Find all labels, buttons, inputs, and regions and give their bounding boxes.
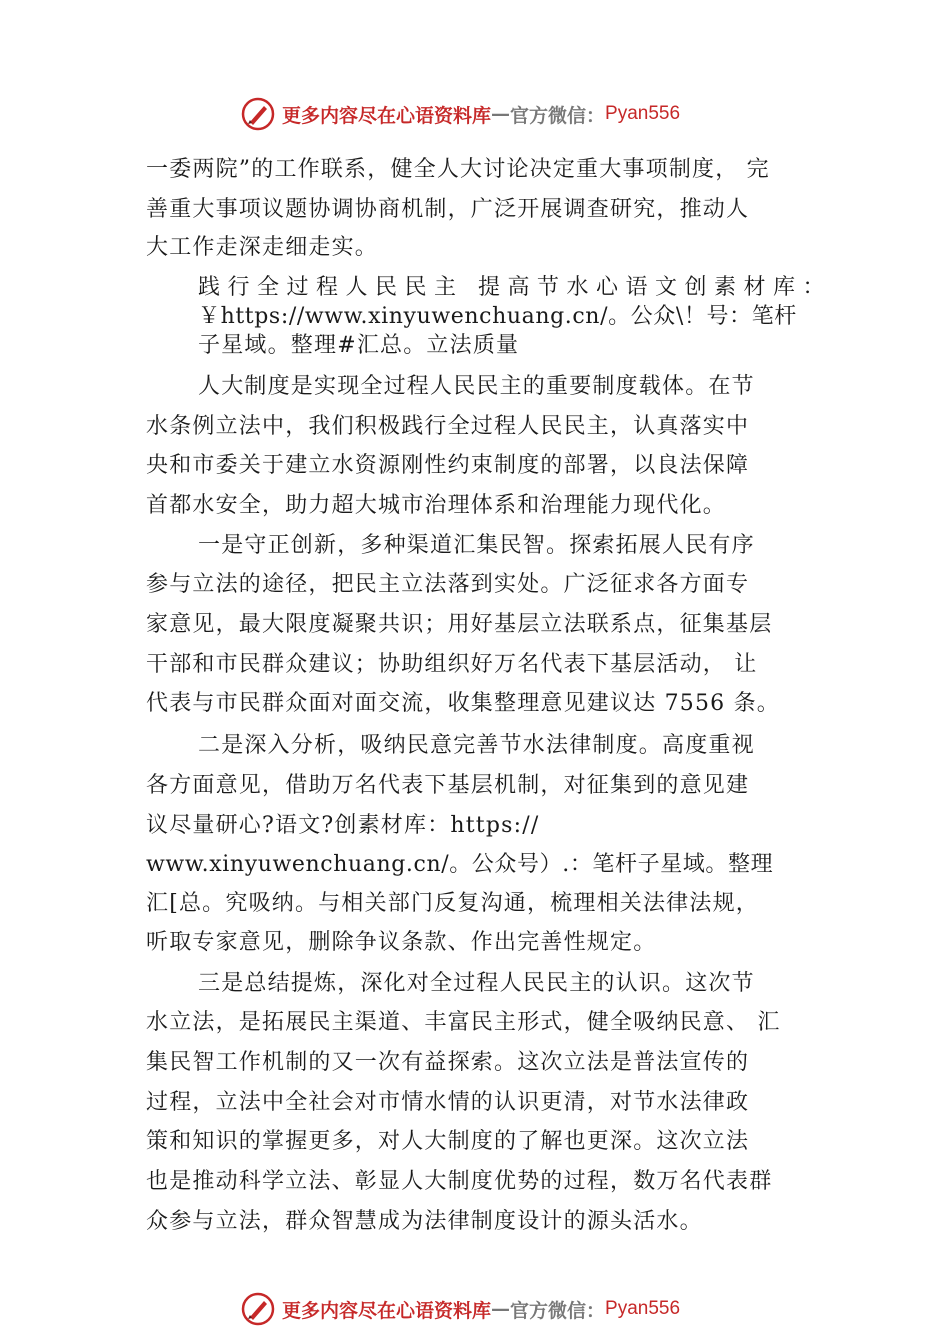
watermark-official: 官方微信： xyxy=(510,1299,606,1322)
text-line: 议尽量研心?语文?创素材库：https:// xyxy=(146,813,540,838)
watermark-official: 官方微信： xyxy=(510,104,606,127)
text-line: 代表与市民群众面对面交流，收集整理意见建议达 7556 条。 xyxy=(146,691,780,716)
footer-watermark xyxy=(240,1289,680,1329)
text-line: 水立法，是拓展民主渠道、丰富民主形式，健全吸纳民意、 汇 xyxy=(146,1010,781,1035)
text-line: 践行全过程人民民主 提高节水心语文创素材库： xyxy=(198,275,832,300)
text-line: 听取专家意见，删除争议条款、作出完善性规定。 xyxy=(146,930,657,955)
text-line: www.xinyuwenchuang.cn/。公众号）.：笔杆子星域。整理 xyxy=(146,852,774,877)
text-line: 众参与立法，群众智慧成为法律制度设计的源头活水。 xyxy=(146,1209,703,1234)
watermark-dash: — xyxy=(491,1298,511,1320)
text-line: 子星域。整理#汇总。立法质量 xyxy=(198,333,520,358)
brand-logo-icon xyxy=(240,96,276,132)
text-line: 善重大事项议题协调协商机制，广泛开展调查研究，推动人 xyxy=(146,197,750,222)
text-line: 二是深入分析，吸纳民意完善节水法律制度。高度重视 xyxy=(198,733,755,758)
text-line: 三是总结提炼，深化对全过程人民民主的认识。这次节 xyxy=(198,971,755,996)
text-line: 家意见，最大限度凝聚共识；用好基层立法联系点，征集基层 xyxy=(146,612,773,637)
text-line: 干部和市民群众建议；协助组织好万名代表下基层活动， 让 xyxy=(146,652,758,677)
text-line: 策和知识的掌握更多，对人大制度的了解也更深。这次立法 xyxy=(146,1129,750,1154)
text-line: 人大制度是实现全过程人民民主的重要制度载体。在节 xyxy=(198,374,755,399)
text-line: 水条例立法中，我们积极践行全过程人民民主，认真落实中 xyxy=(146,414,750,439)
text-line: 参与立法的途径，把民主立法落到实处。广泛征求各方面专 xyxy=(146,572,750,597)
text-line: 一委两院”的工作联系，健全人大讨论决定重大事项制度， 完 xyxy=(146,157,770,182)
watermark-brand: 更多内容尽在心语资料库 xyxy=(282,1299,492,1322)
text-line: 过程，立法中全社会对市情水情的认识更清，对节水法律政 xyxy=(146,1090,750,1115)
brand-logo-icon xyxy=(240,1291,276,1327)
watermark-brand: 更多内容尽在心语资料库 xyxy=(282,104,492,127)
watermark-dash: — xyxy=(491,103,511,125)
text-line: 集民智工作机制的又一次有益探索。这次立法是普法宣传的 xyxy=(146,1050,750,1075)
watermark-wechat-id: Pyan556 xyxy=(605,103,681,124)
text-line: 一是守正创新，多种渠道汇集民智。探索拓展人民有序 xyxy=(198,533,755,558)
text-line: 大工作走深走细走实。 xyxy=(146,235,379,260)
text-line: 也是推动科学立法、彰显人大制度优势的过程，数万名代表群 xyxy=(146,1169,773,1194)
text-line: 汇[总。究吸纳。与相关部门反复沟通，梳理相关法律法规， xyxy=(146,891,759,916)
text-line: ￥https://www.xinyuwenchuang.cn/。公众\！号：笔杆 xyxy=(198,304,797,329)
watermark-wechat-id: Pyan556 xyxy=(605,1298,681,1319)
text-line: 各方面意见，借助万名代表下基层机制，对征集到的意见建 xyxy=(146,773,750,798)
text-line: 央和市委关于建立水资源刚性约束制度的部署，以良法保障 xyxy=(146,453,750,478)
header-watermark xyxy=(240,94,680,134)
text-line: 首都水安全，助力超大城市治理体系和治理能力现代化。 xyxy=(146,493,727,518)
